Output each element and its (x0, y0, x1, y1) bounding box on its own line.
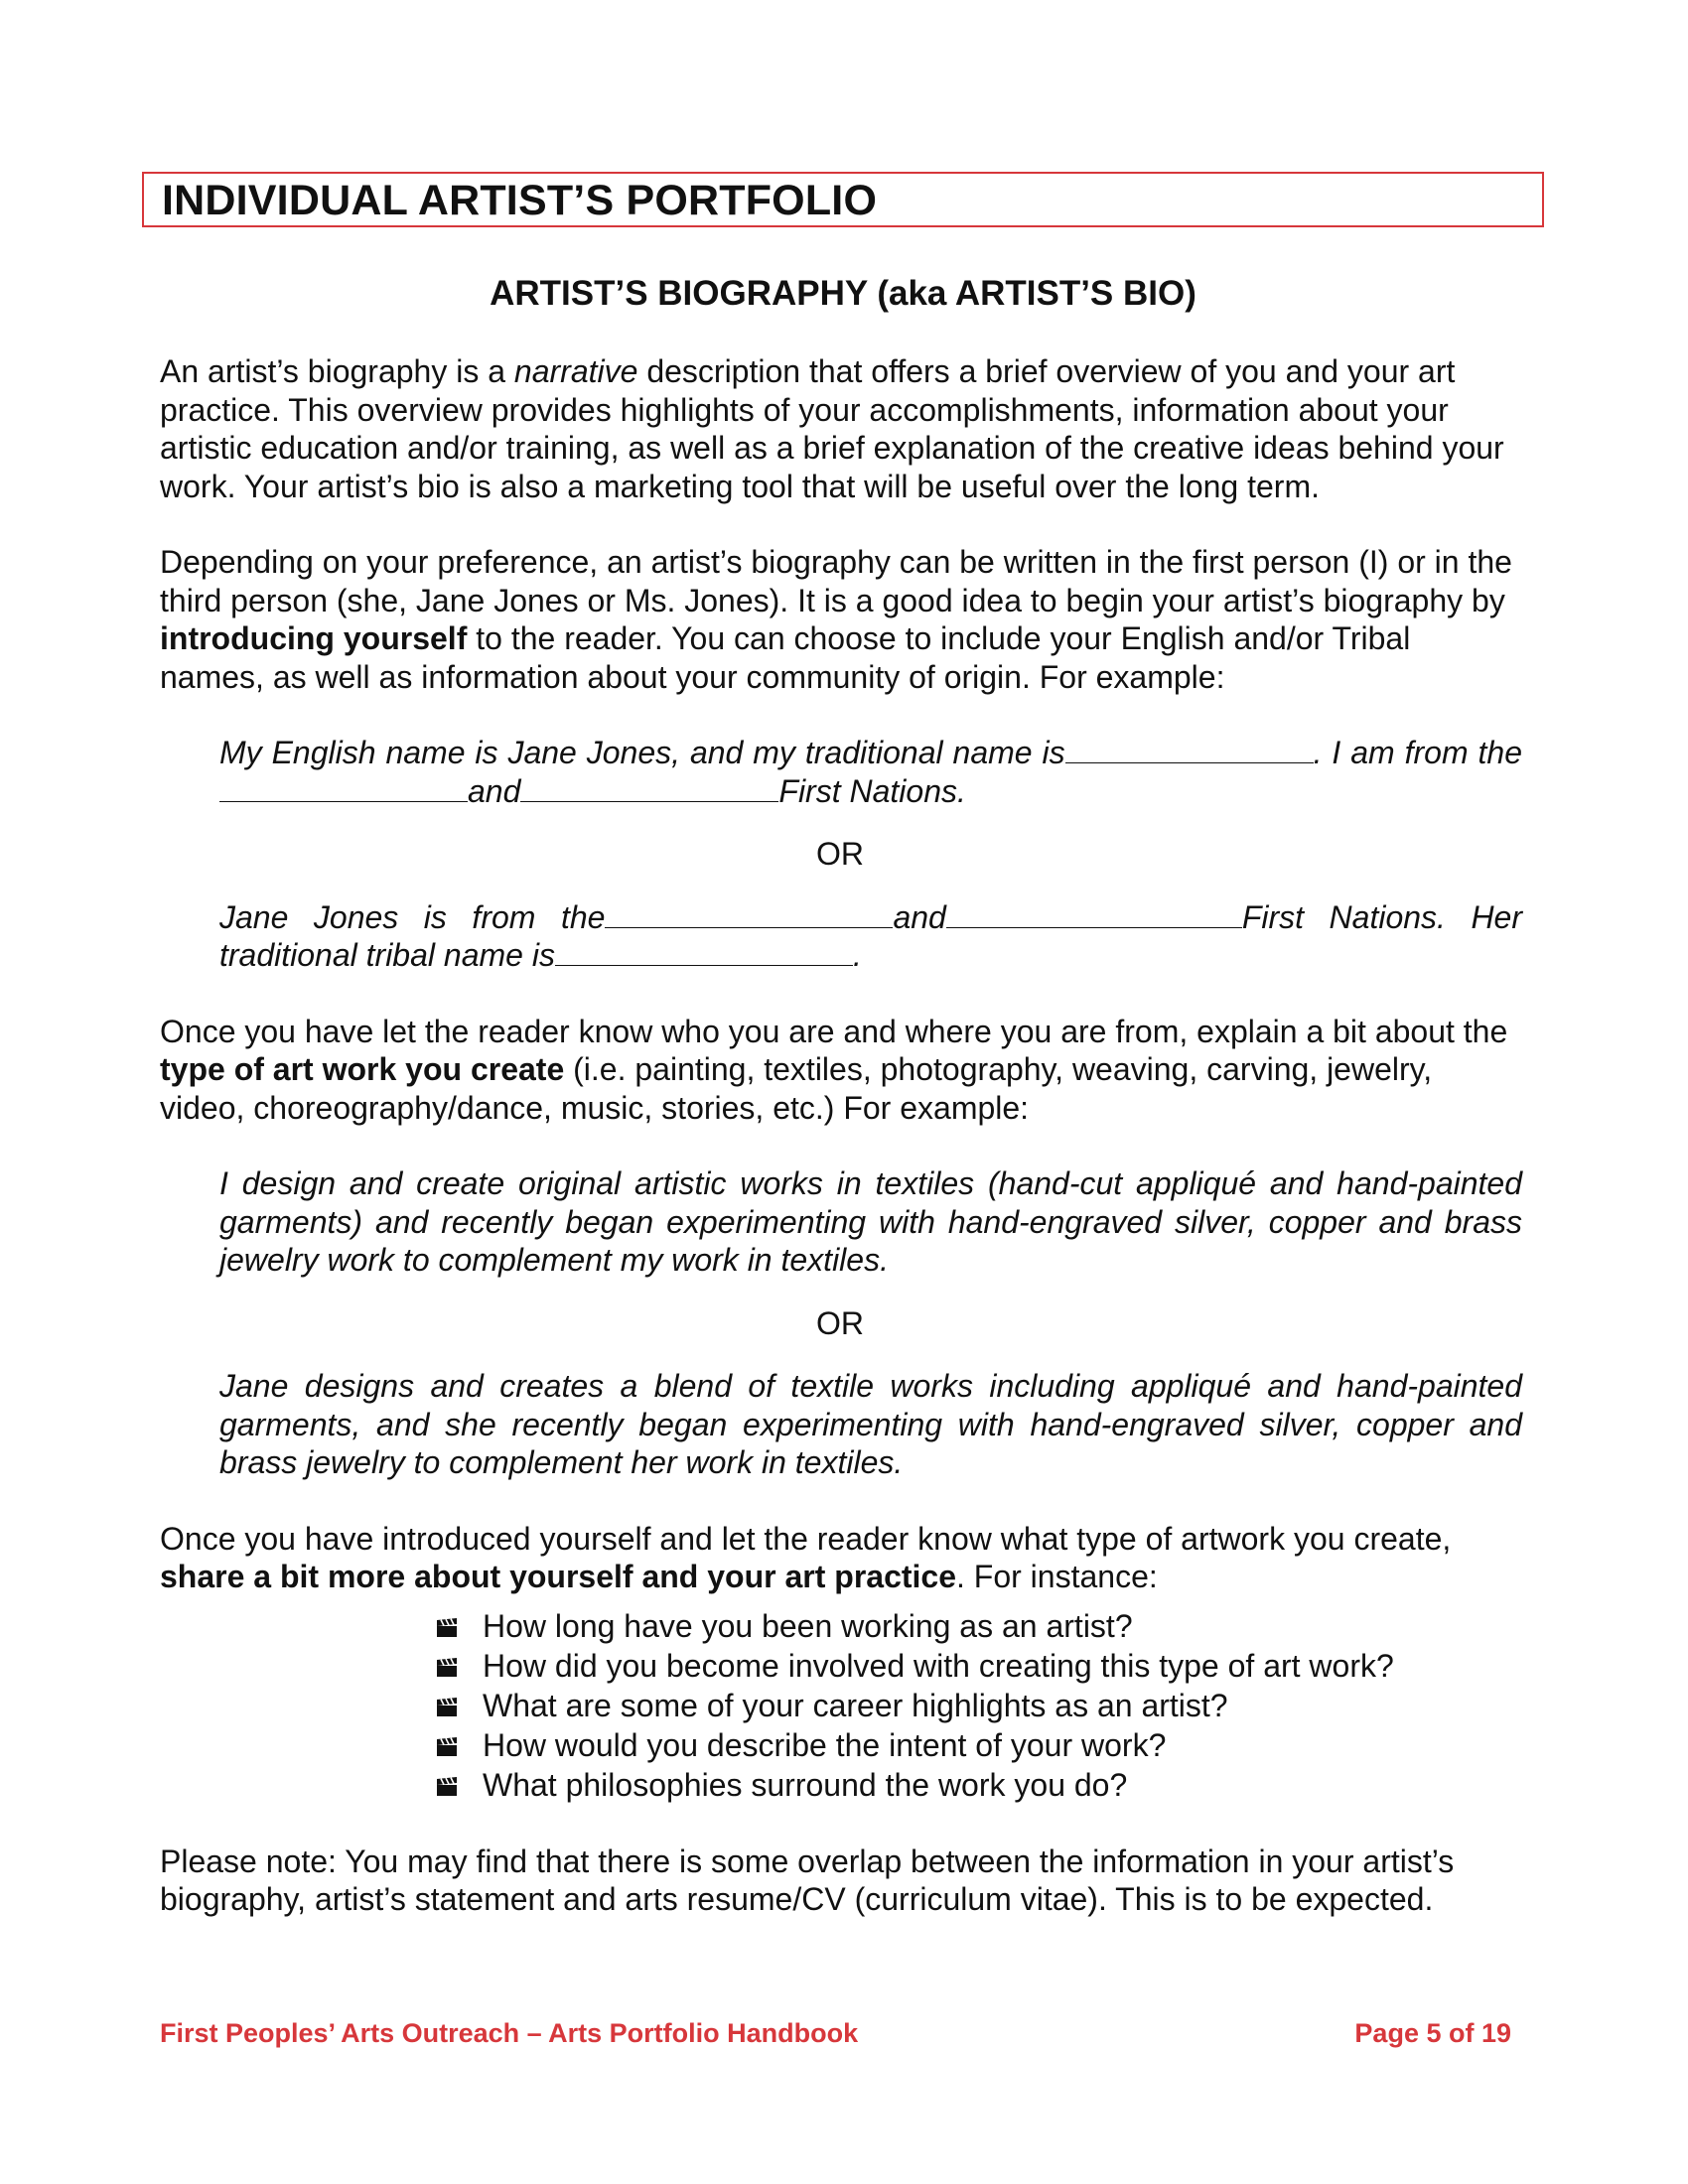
clapperboard-icon (436, 1698, 458, 1717)
fill-in-blank (946, 901, 1242, 928)
share-more-paragraph: Once you have introduced yourself and let the reader know what type of artwork you create, share a bit more about yourself and your art practice. For instance: (160, 1520, 1452, 1594)
list-item: How did you become involved with creating this type of art work? (436, 1646, 1520, 1686)
section-title: ARTIST’S BIOGRAPHY (aka ARTIST’S BIO) (490, 274, 1196, 313)
footer-page-number: Page 5 of 19 (1354, 2018, 1511, 2048)
example-first-person-name: My English name is Jane Jones, and my traditional name is . I am from theand First Nations. (219, 735, 1523, 809)
fill-in-blank (219, 775, 468, 802)
share-more-emphasis: share a bit more about yourself and your art practice (160, 1559, 956, 1594)
example-third-person-name: Jane Jones is from the and First Nations. Her traditional tribal name is . (219, 898, 1523, 973)
page-header-box (142, 172, 1544, 227)
fill-in-blank (605, 901, 893, 928)
example-third-person-art: Jane designs and creates a blend of textile works including appliqué and hand-painted garments, and she recently began experimenting with hand-engraved silver, copper and brass jewelry to complement her work in textiles. (219, 1368, 1522, 1480)
question-list (436, 1606, 1520, 1805)
example-first-person-art: I design and create original artistic works in textiles (hand-cut appliqué and hand-painted garments) and recently began experimenting with hand-engraved silver, copper and brass jewelry work to complement my work in textiles. (219, 1165, 1522, 1278)
narrative-emphasis: narrative (513, 353, 638, 389)
footer-handbook-title: First Peoples’ Arts Outreach – Arts Portfolio Handbook (160, 2018, 859, 2048)
or-separator: OR (816, 1304, 864, 1341)
note-paragraph: Please note: You may find that there is some overlap between the information in your artist’s biography, artist’s statement and arts resume/CV (curriculum vitae). This is to be expected. (160, 1843, 1455, 1917)
clapperboard-icon (436, 1618, 458, 1638)
page-title: INDIVIDUAL ARTIST’S PORTFOLIO (162, 177, 878, 224)
list-item: What philosophies surround the work you do? (436, 1765, 1520, 1805)
clapperboard-icon (436, 1777, 458, 1797)
fill-in-blank (520, 775, 778, 802)
fill-in-blank (555, 939, 853, 966)
clapperboard-icon (436, 1737, 458, 1757)
type-of-art-emphasis: type of art work you create (160, 1051, 565, 1087)
list-item: How would you describe the intent of your work? (436, 1725, 1520, 1765)
document-body (160, 352, 1523, 1957)
clapperboard-icon (436, 1658, 458, 1678)
introducing-yourself-emphasis: introducing yourself (160, 620, 468, 656)
list-item: What are some of your career highlights as an artist? (436, 1686, 1520, 1725)
or-separator: OR (816, 836, 864, 872)
perspective-paragraph: Depending on your preference, an artist’s biography can be written in the first person (I) or in the third person (she, Jane Jones or Ms. Jones). It is a good idea to begin your artist’s biography by introducing yourself to the reader. You can choose to include your English and/or Tribal names, as well as information about your community of origin. For example: (160, 544, 1512, 695)
list-item: How long have you been working as an artist? (436, 1606, 1520, 1646)
fill-in-blank (1065, 737, 1314, 763)
intro-paragraph: An artist’s biography is a narrative description that offers a brief overview of you and your art practice. This overview provides highlights of your accomplishments, information about your artistic education and/or training, as well as a brief explanation of the creative ideas behind your work. Your artist’s bio is also a marketing tool that will be useful over the long term. (160, 353, 1504, 504)
art-type-paragraph: Once you have let the reader know who you are and where you are from, explain a bit about the type of art work you create (i.e. painting, textiles, photography, weaving, carving, jewelry, video, choreography/dance, music, stories, etc.) For example: (160, 1013, 1508, 1126)
